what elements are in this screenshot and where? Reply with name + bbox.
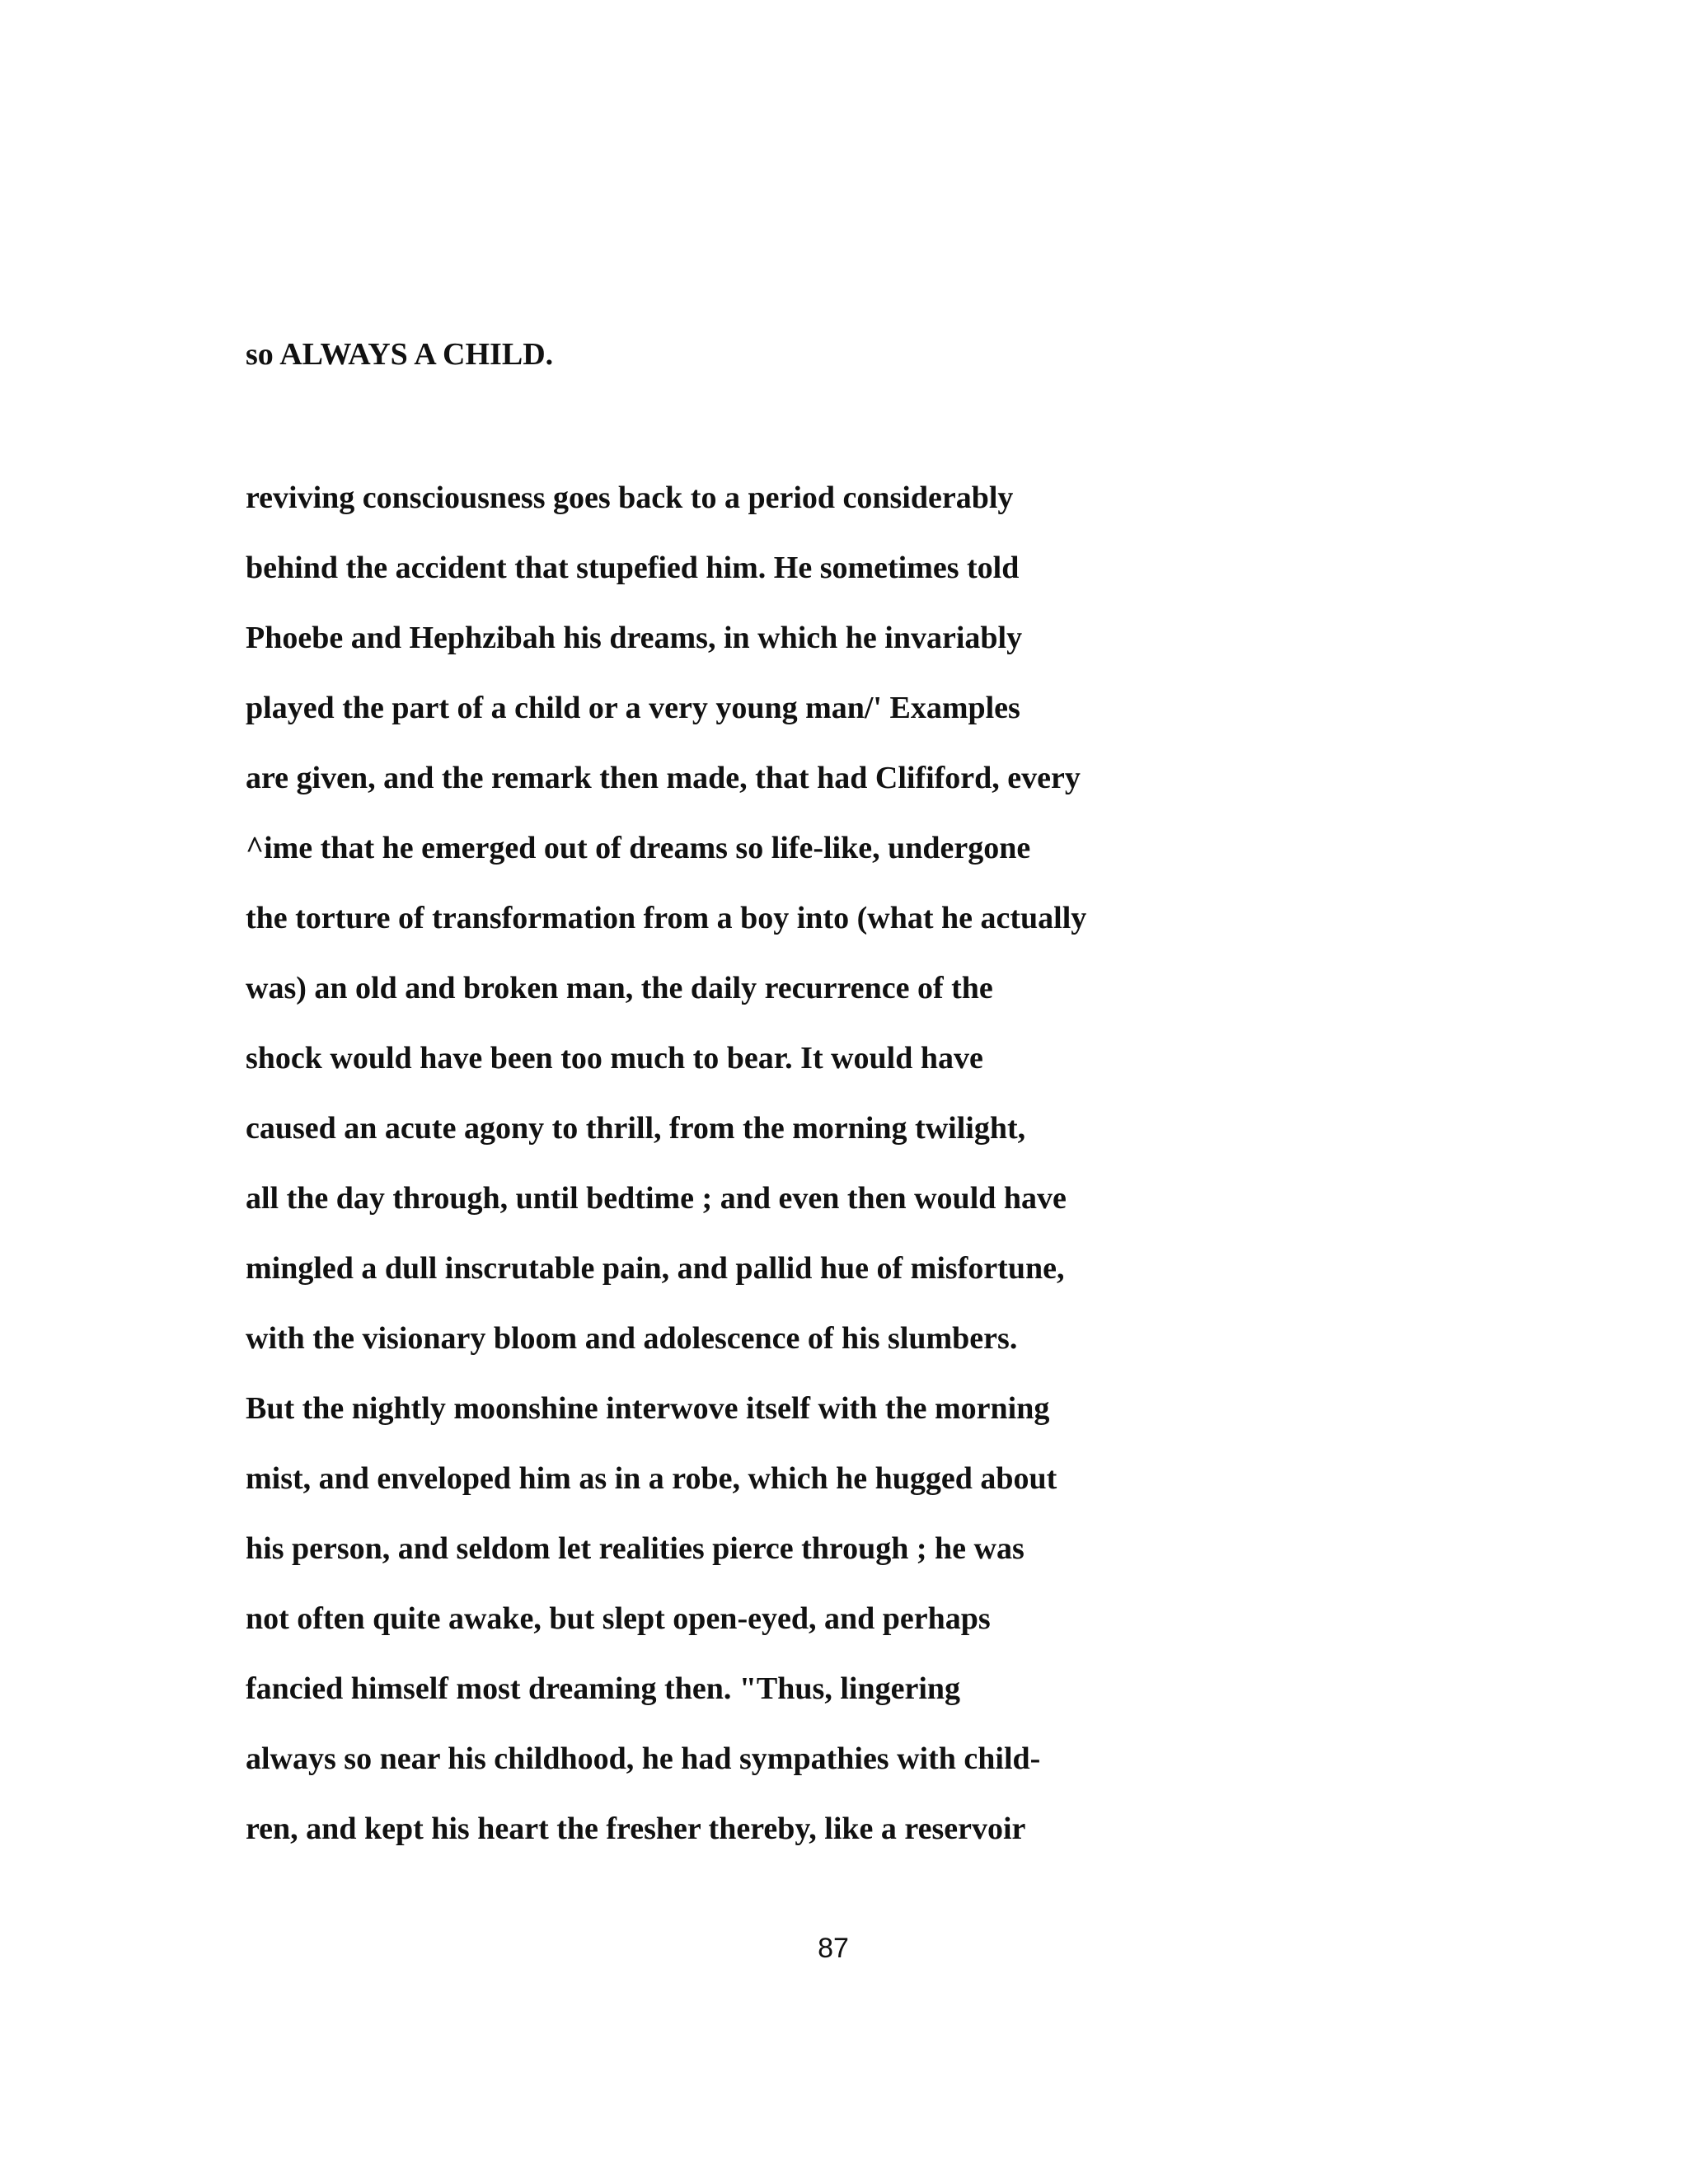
text-line: Phoebe and Hephzibah his dreams, in which he invariably [246,621,1023,655]
text-line: all the day through, until bedtime ; and even then would have [246,1181,1067,1216]
text-line: behind the accident that stupefied him. He sometimes told [246,551,1020,585]
text-line: his person, and seldom let realities pierce through ; he was [246,1531,1025,1566]
text-line: mingled a dull inscrutable pain, and pallid hue of misfortune, [246,1251,1065,1286]
body-text [246,473,1482,1874]
text-line: with the visionary bloom and adolescence of his slumbers. [246,1321,1018,1356]
text-line: ren, and kept his heart the fresher thereby, like a reservoir [246,1811,1026,1846]
text-line: not often quite awake, but slept open-eyed, and perhaps [246,1601,991,1636]
text-line: caused an acute agony to thrill, from the morning twilight, [246,1111,1026,1146]
text-line: mist, and enveloped him as in a robe, which he hugged about [246,1461,1057,1496]
text-line: are given, and the remark then made, that had Clififord, every [246,761,1081,795]
text-line: the torture of transformation from a boy into (what he actually [246,901,1087,935]
text-line: ^ime that he emerged out of dreams so life-like, undergone [246,831,1031,865]
text-line: But the nightly moonshine interwove itself with the morning [246,1391,1050,1426]
text-line: always so near his childhood, he had sympathies with child- [246,1741,1041,1776]
running-head: so ALWAYS A CHILD. [246,337,554,372]
text-line: was) an old and broken man, the daily recurrence of the [246,971,993,1005]
text-line: reviving consciousness goes back to a period considerably [246,480,1014,515]
text-line: shock would have been too much to bear. It would have [246,1041,983,1076]
page-number: 87 [818,1933,849,1964]
text-line: played the part of a child or a very young man/' Examples [246,691,1020,725]
text-line: fancied himself most dreaming then. "Thus, lingering [246,1671,961,1706]
